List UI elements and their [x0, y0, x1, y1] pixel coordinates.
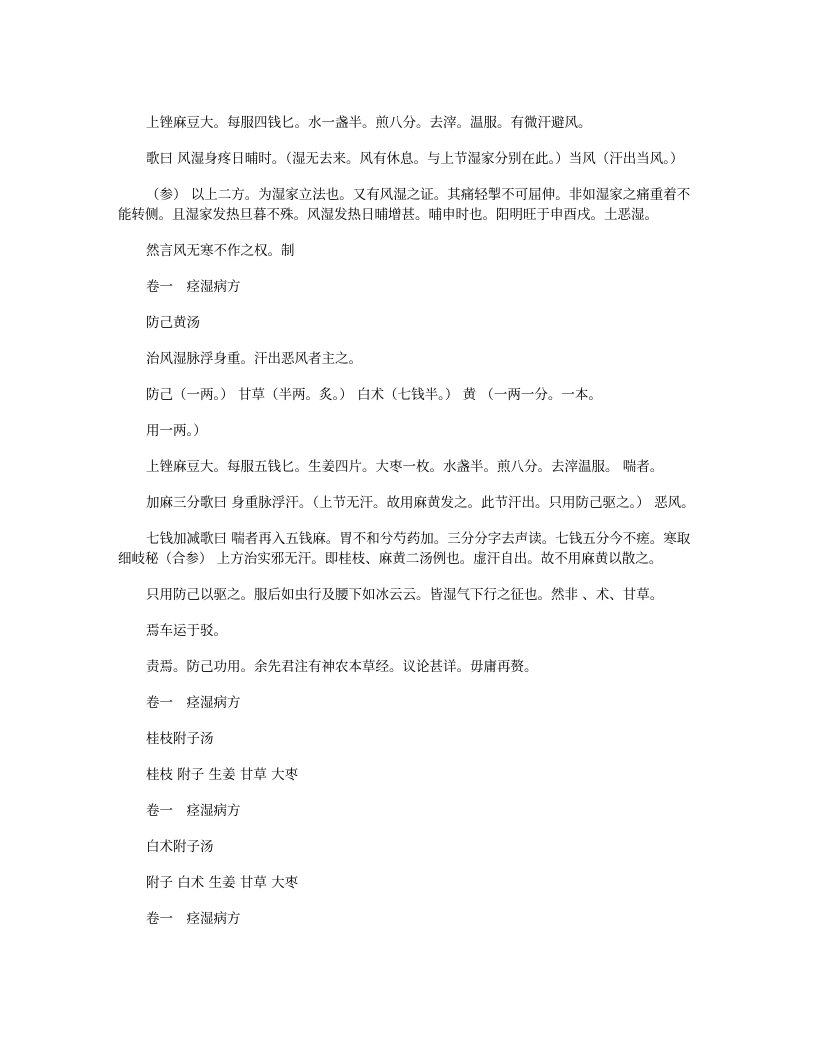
formula-title: 防己黄汤 — [146, 315, 200, 331]
ingredient-list: 防己（一两。） 甘草（半两。炙。） 白术（七钱半。） 黄 （一两一分。一本。 — [146, 387, 602, 403]
ingredient-list: 附子 白术 生姜 甘草 大枣 — [146, 875, 299, 891]
paragraph: 焉车运于驳。 — [146, 623, 227, 639]
paragraph: 上锉麻豆大。每服五钱匕。生姜四片。大枣一枚。水盏半。煎八分。去滓温服。 喘者。 — [146, 459, 664, 475]
paragraph: （参） 以上二方。为湿家立法也。又有风湿之证。其痛轻掣不可屈伸。非如湿家之痛重着不能转侧。且湿家发热旦暮不殊。风湿发热日晡增甚。晡申时也。阳明旺于申酉戌。土恶湿。 — [118, 187, 691, 223]
section-heading: 卷一 痉湿病方 — [146, 803, 241, 819]
ingredient-list: 桂枝 附子 生姜 甘草 大枣 — [146, 767, 299, 783]
paragraph: 加麻三分歌曰 身重脉浮汗。（上节无汗。故用麻黄发之。此节汗出。只用防己驱之。） 恶风。 — [146, 495, 695, 511]
formula-title: 白术附子汤 — [146, 839, 214, 855]
section-heading: 卷一 痉湿病方 — [146, 279, 241, 295]
section-heading: 卷一 痉湿病方 — [146, 911, 241, 927]
section-heading: 卷一 痉湿病方 — [146, 695, 241, 711]
formula-title: 桂枝附子汤 — [146, 731, 214, 747]
paragraph: 然言风无寒不作之权。制 — [146, 243, 295, 259]
document-body — [118, 113, 702, 945]
paragraph: 歌曰 风湿身疼日晡时。（湿无去来。风有休息。与上节湿家分别在此。）当风（汗出当风。） — [146, 151, 684, 167]
paragraph: 用一两。） — [146, 423, 207, 439]
paragraph: 七钱加减歌曰 喘者再入五钱麻。胃不和兮芍药加。三分分字去声读。七钱五分今不瘥。寒取细岐秘（合参） 上方治实邪无汗。即桂枝、麻黄二汤例也。虚汗自出。故不用麻黄以散之。 — [118, 531, 691, 567]
paragraph: 治风湿脉浮身重。汗出恶风者主之。 — [146, 351, 362, 367]
paragraph: 上锉麻豆大。每服四钱匕。水一盏半。煎八分。去滓。温服。有微汗避风。 — [146, 115, 592, 131]
paragraph: 只用防己以驱之。服后如虫行及腰下如冰云云。皆湿气下行之征也。然非 、术、甘草。 — [146, 587, 664, 603]
paragraph: 责焉。防己功用。余先君注有神农本草经。议论甚详。毋庸再赘。 — [146, 659, 538, 675]
